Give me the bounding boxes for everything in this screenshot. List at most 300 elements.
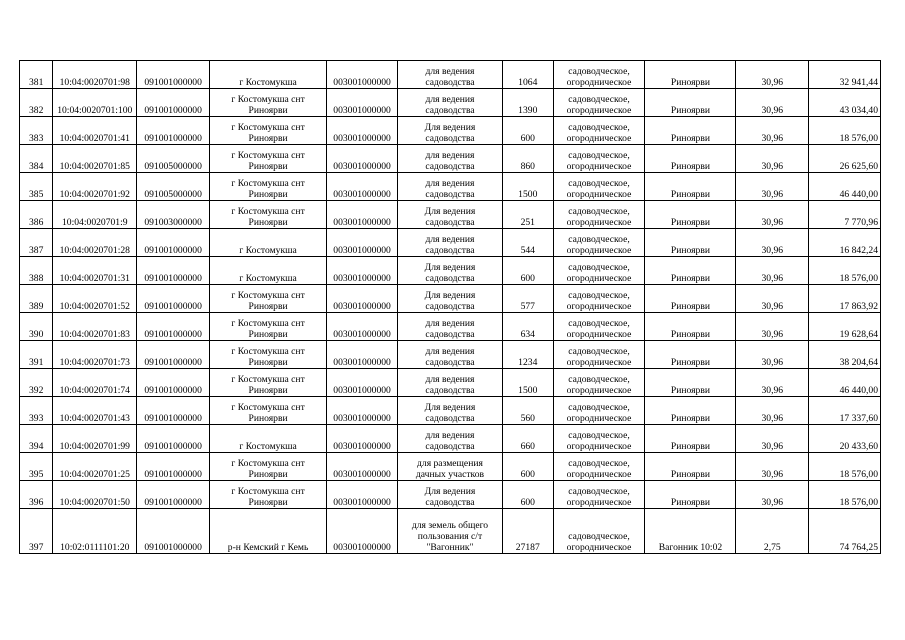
cadastral-number: 10:04:0020701:9	[53, 201, 137, 229]
table-row	[20, 425, 881, 453]
table-row	[20, 369, 881, 397]
address	[209, 397, 326, 425]
land-category-line: садоводческое,	[568, 530, 630, 542]
row-number: 397	[20, 509, 53, 554]
cadastral-value: 26 625,60	[809, 145, 881, 173]
address	[209, 201, 326, 229]
address-line: г Костомукша	[239, 272, 297, 284]
land-category-line: садоводческое,	[568, 317, 630, 329]
land-category	[553, 425, 645, 453]
address-line: Риноярви	[248, 356, 288, 368]
address-line: г Костомукша снт	[231, 345, 305, 357]
land-category-line: садоводческое,	[568, 429, 630, 441]
land-category-line: садоводческое,	[568, 205, 630, 217]
row-number: 388	[20, 257, 53, 285]
address-line: Риноярви	[248, 160, 288, 172]
address	[209, 173, 326, 201]
address-line: Риноярви	[248, 412, 288, 424]
permitted-use-line: для ведения	[425, 429, 475, 441]
address-line: р-н Кемский г Кемь	[227, 541, 309, 553]
permitted-use-line: садоводства	[425, 160, 475, 172]
permitted-use	[397, 425, 502, 453]
permitted-use	[397, 201, 502, 229]
land-category-line: садоводческое,	[568, 457, 630, 469]
address-line: Риноярви	[248, 328, 288, 340]
land-category-line: огородническое	[566, 216, 632, 228]
area: 600	[503, 453, 554, 481]
zone: Риноярви	[645, 453, 736, 481]
cadastral-value: 32 941,44	[809, 61, 881, 89]
land-category-line: огородническое	[566, 132, 632, 144]
cadastral-number: 10:04:0020701:25	[53, 453, 137, 481]
okato-code: 091001000000	[137, 425, 210, 453]
permitted-use-line: Для ведения	[424, 261, 476, 273]
land-category-line: садоводческое,	[568, 121, 630, 133]
row-number: 385	[20, 173, 53, 201]
okato-code: 091001000000	[137, 509, 210, 554]
specific-rate: 30,96	[736, 61, 809, 89]
area: 577	[503, 285, 554, 313]
cadastral-value: 19 628,64	[809, 313, 881, 341]
permitted-use	[397, 257, 502, 285]
address-line: г Костомукша снт	[231, 373, 305, 385]
row-number: 393	[20, 397, 53, 425]
permitted-use-line: для ведения	[425, 345, 475, 357]
oktmo-code: 003001000000	[327, 397, 398, 425]
permitted-use	[397, 285, 502, 313]
address-line: г Костомукша снт	[231, 205, 305, 217]
address	[209, 285, 326, 313]
oktmo-code: 003001000000	[327, 481, 398, 509]
table-body	[20, 61, 881, 554]
oktmo-code: 003001000000	[327, 257, 398, 285]
zone: Риноярви	[645, 341, 736, 369]
area: 27187	[503, 509, 554, 554]
address-line: г Костомукша снт	[231, 317, 305, 329]
permitted-use-line: для размещения	[417, 457, 483, 469]
land-category-line: огородническое	[566, 300, 632, 312]
cadastral-value-table	[19, 60, 881, 554]
cadastral-value: 18 576,00	[809, 117, 881, 145]
area: 1500	[503, 173, 554, 201]
zone: Риноярви	[645, 117, 736, 145]
permitted-use-line: садоводства	[425, 440, 475, 452]
okato-code: 091001000000	[137, 341, 210, 369]
address	[209, 313, 326, 341]
cadastral-number: 10:04:0020701:52	[53, 285, 137, 313]
okato-code: 091001000000	[137, 117, 210, 145]
cadastral-number: 10:04:0020701:28	[53, 229, 137, 257]
okato-code: 091005000000	[137, 145, 210, 173]
cadastral-number: 10:04:0020701:73	[53, 341, 137, 369]
address-line: г Костомукша снт	[231, 149, 305, 161]
cadastral-value: 74 764,25	[809, 509, 881, 554]
address	[209, 61, 326, 89]
zone: Риноярви	[645, 173, 736, 201]
address-line: Риноярви	[248, 384, 288, 396]
zone: Риноярви	[645, 369, 736, 397]
address-line: г Костомукша	[239, 440, 297, 452]
permitted-use-line: "Вагонник"	[426, 541, 474, 553]
okato-code: 091001000000	[137, 313, 210, 341]
address-line: Риноярви	[248, 496, 288, 508]
okato-code: 091005000000	[137, 173, 210, 201]
table-row	[20, 89, 881, 117]
oktmo-code: 003001000000	[327, 425, 398, 453]
zone: Риноярви	[645, 313, 736, 341]
oktmo-code: 003001000000	[327, 313, 398, 341]
oktmo-code: 003001000000	[327, 145, 398, 173]
permitted-use-line: Для ведения	[424, 205, 476, 217]
specific-rate: 2,75	[736, 509, 809, 554]
land-category-line: огородническое	[566, 188, 632, 200]
permitted-use-line: Для ведения	[424, 485, 476, 497]
row-number: 386	[20, 201, 53, 229]
cadastral-value: 38 204,64	[809, 341, 881, 369]
land-category	[553, 173, 645, 201]
oktmo-code: 003001000000	[327, 201, 398, 229]
cadastral-value: 18 576,00	[809, 257, 881, 285]
address-line: Риноярви	[248, 188, 288, 200]
permitted-use-line: садоводства	[425, 244, 475, 256]
land-category-line: огородническое	[566, 496, 632, 508]
land-category	[553, 229, 645, 257]
land-category-line: огородническое	[566, 440, 632, 452]
table-row	[20, 509, 881, 554]
land-category	[553, 481, 645, 509]
oktmo-code: 003001000000	[327, 229, 398, 257]
specific-rate: 30,96	[736, 369, 809, 397]
permitted-use-line: садоводства	[425, 356, 475, 368]
zone: Риноярви	[645, 425, 736, 453]
oktmo-code: 003001000000	[327, 369, 398, 397]
permitted-use	[397, 481, 502, 509]
permitted-use-line: садоводства	[425, 216, 475, 228]
address-line: Риноярви	[248, 132, 288, 144]
zone: Риноярви	[645, 89, 736, 117]
zone: Риноярви	[645, 61, 736, 89]
address	[209, 369, 326, 397]
land-category-line: огородническое	[566, 104, 632, 116]
cadastral-value: 18 576,00	[809, 453, 881, 481]
land-category-line: садоводческое,	[568, 261, 630, 273]
permitted-use-line: садоводства	[425, 104, 475, 116]
cadastral-number: 10:04:0020701:100	[53, 89, 137, 117]
cadastral-value: 7 770,96	[809, 201, 881, 229]
permitted-use	[397, 145, 502, 173]
address	[209, 341, 326, 369]
row-number: 381	[20, 61, 53, 89]
row-number: 395	[20, 453, 53, 481]
specific-rate: 30,96	[736, 229, 809, 257]
table-row	[20, 61, 881, 89]
oktmo-code: 003001000000	[327, 173, 398, 201]
table-row	[20, 201, 881, 229]
okato-code: 091001000000	[137, 285, 210, 313]
land-category	[553, 61, 645, 89]
specific-rate: 30,96	[736, 257, 809, 285]
permitted-use	[397, 313, 502, 341]
okato-code: 091001000000	[137, 257, 210, 285]
okato-code: 091001000000	[137, 61, 210, 89]
address-line: Риноярви	[248, 216, 288, 228]
row-number: 387	[20, 229, 53, 257]
zone: Риноярви	[645, 481, 736, 509]
permitted-use-line: для ведения	[425, 93, 475, 105]
land-category-line: огородническое	[566, 412, 632, 424]
cadastral-number: 10:04:0020701:43	[53, 397, 137, 425]
permitted-use-line: садоводства	[425, 496, 475, 508]
land-category-line: огородническое	[566, 384, 632, 396]
area: 600	[503, 257, 554, 285]
cadastral-number: 10:04:0020701:83	[53, 313, 137, 341]
permitted-use-line: Для ведения	[424, 289, 476, 301]
land-category	[553, 201, 645, 229]
land-category	[553, 145, 645, 173]
oktmo-code: 003001000000	[327, 453, 398, 481]
row-number: 396	[20, 481, 53, 509]
okato-code: 091001000000	[137, 229, 210, 257]
zone: Риноярви	[645, 285, 736, 313]
table-row	[20, 117, 881, 145]
address-line: г Костомукша снт	[231, 121, 305, 133]
land-category-line: садоводческое,	[568, 345, 630, 357]
row-number: 389	[20, 285, 53, 313]
cadastral-number: 10:04:0020701:50	[53, 481, 137, 509]
land-category-line: огородническое	[566, 244, 632, 256]
permitted-use	[397, 453, 502, 481]
address	[209, 453, 326, 481]
land-category	[553, 257, 645, 285]
permitted-use	[397, 369, 502, 397]
permitted-use-line: Для ведения	[424, 401, 476, 413]
address-line: г Костомукша снт	[231, 485, 305, 497]
specific-rate: 30,96	[736, 173, 809, 201]
area: 1234	[503, 341, 554, 369]
specific-rate: 30,96	[736, 145, 809, 173]
land-category-line: садоводческое,	[568, 289, 630, 301]
address-line: г Костомукша	[239, 76, 297, 88]
land-category-line: огородническое	[566, 468, 632, 480]
permitted-use-line: садоводства	[425, 328, 475, 340]
specific-rate: 30,96	[736, 285, 809, 313]
permitted-use-line: для ведения	[425, 65, 475, 77]
land-category	[553, 117, 645, 145]
table-row	[20, 257, 881, 285]
permitted-use-line: для ведения	[425, 149, 475, 161]
oktmo-code: 003001000000	[327, 117, 398, 145]
permitted-use-line: для ведения	[425, 177, 475, 189]
permitted-use	[397, 117, 502, 145]
area: 600	[503, 481, 554, 509]
specific-rate: 30,96	[736, 201, 809, 229]
okato-code: 091001000000	[137, 397, 210, 425]
oktmo-code: 003001000000	[327, 61, 398, 89]
row-number: 383	[20, 117, 53, 145]
permitted-use	[397, 89, 502, 117]
address-line: г Костомукша снт	[231, 93, 305, 105]
cadastral-number: 10:04:0020701:99	[53, 425, 137, 453]
cadastral-value: 17 863,92	[809, 285, 881, 313]
address	[209, 229, 326, 257]
specific-rate: 30,96	[736, 397, 809, 425]
okato-code: 091001000000	[137, 453, 210, 481]
zone: Риноярви	[645, 397, 736, 425]
permitted-use-line: садоводства	[425, 76, 475, 88]
land-category-line: огородническое	[566, 76, 632, 88]
land-category	[553, 341, 645, 369]
cadastral-number: 10:04:0020701:31	[53, 257, 137, 285]
address-line: г Костомукша	[239, 244, 297, 256]
address-line: г Костомукша снт	[231, 457, 305, 469]
table-row	[20, 453, 881, 481]
permitted-use	[397, 173, 502, 201]
cadastral-value: 18 576,00	[809, 481, 881, 509]
address-line: Риноярви	[248, 468, 288, 480]
land-category-line: огородническое	[566, 160, 632, 172]
specific-rate: 30,96	[736, 425, 809, 453]
cadastral-value: 43 034,40	[809, 89, 881, 117]
table-row	[20, 145, 881, 173]
permitted-use-line: для ведения	[425, 373, 475, 385]
address-line: г Костомукша снт	[231, 289, 305, 301]
land-category-line: садоводческое,	[568, 65, 630, 77]
area: 251	[503, 201, 554, 229]
permitted-use-line: пользования с/т	[417, 530, 483, 542]
land-category-line: садоводческое,	[568, 149, 630, 161]
specific-rate: 30,96	[736, 89, 809, 117]
row-number: 382	[20, 89, 53, 117]
address	[209, 145, 326, 173]
zone: Риноярви	[645, 201, 736, 229]
row-number: 390	[20, 313, 53, 341]
permitted-use-line: садоводства	[425, 412, 475, 424]
oktmo-code: 003001000000	[327, 341, 398, 369]
specific-rate: 30,96	[736, 341, 809, 369]
zone: Риноярви	[645, 145, 736, 173]
area: 544	[503, 229, 554, 257]
land-category-line: огородническое	[566, 272, 632, 284]
address-line: Риноярви	[248, 104, 288, 116]
table-row	[20, 229, 881, 257]
area: 600	[503, 117, 554, 145]
land-category-line: огородническое	[566, 541, 632, 553]
permitted-use-line: садоводства	[425, 300, 475, 312]
table-row	[20, 173, 881, 201]
permitted-use	[397, 509, 502, 554]
cadastral-number: 10:04:0020701:85	[53, 145, 137, 173]
permitted-use-line: для земель общего	[411, 519, 489, 531]
zone: Риноярви	[645, 229, 736, 257]
area: 560	[503, 397, 554, 425]
land-category	[553, 453, 645, 481]
land-category-line: садоводческое,	[568, 373, 630, 385]
land-category	[553, 313, 645, 341]
okato-code: 091001000000	[137, 89, 210, 117]
land-category-line: огородническое	[566, 328, 632, 340]
land-category-line: садоводческое,	[568, 233, 630, 245]
zone: Вагонник 10:02	[645, 509, 736, 554]
cadastral-value: 20 433,60	[809, 425, 881, 453]
land-category	[553, 89, 645, 117]
cadastral-number: 10:04:0020701:74	[53, 369, 137, 397]
address	[209, 425, 326, 453]
okato-code: 091001000000	[137, 369, 210, 397]
specific-rate: 30,96	[736, 313, 809, 341]
permitted-use-line: для ведения	[425, 317, 475, 329]
row-number: 392	[20, 369, 53, 397]
cadastral-value: 17 337,60	[809, 397, 881, 425]
address	[209, 481, 326, 509]
table-row	[20, 313, 881, 341]
row-number: 394	[20, 425, 53, 453]
address	[209, 509, 326, 554]
table-row	[20, 397, 881, 425]
specific-rate: 30,96	[736, 453, 809, 481]
land-category-line: садоводческое,	[568, 485, 630, 497]
area: 660	[503, 425, 554, 453]
permitted-use	[397, 229, 502, 257]
address-line: Риноярви	[248, 300, 288, 312]
permitted-use-line: садоводства	[425, 384, 475, 396]
zone: Риноярви	[645, 257, 736, 285]
permitted-use-line: садоводства	[425, 188, 475, 200]
permitted-use-line: для ведения	[425, 233, 475, 245]
oktmo-code: 003001000000	[327, 285, 398, 313]
land-category-line: огородническое	[566, 356, 632, 368]
cadastral-number: 10:04:0020701:92	[53, 173, 137, 201]
oktmo-code: 003001000000	[327, 89, 398, 117]
land-category	[553, 397, 645, 425]
permitted-use-line: садоводства	[425, 272, 475, 284]
specific-rate: 30,96	[736, 481, 809, 509]
okato-code: 091001000000	[137, 481, 210, 509]
oktmo-code: 003001000000	[327, 509, 398, 554]
row-number: 384	[20, 145, 53, 173]
land-category-line: садоводческое,	[568, 93, 630, 105]
area: 860	[503, 145, 554, 173]
table-row	[20, 341, 881, 369]
permitted-use-line: дачных участков	[415, 468, 485, 480]
cadastral-number: 10:04:0020701:98	[53, 61, 137, 89]
cadastral-value: 16 842,24	[809, 229, 881, 257]
land-category	[553, 369, 645, 397]
table-row	[20, 285, 881, 313]
cadastral-number: 10:04:0020701:41	[53, 117, 137, 145]
okato-code: 091003000000	[137, 201, 210, 229]
area: 634	[503, 313, 554, 341]
address-line: г Костомукша снт	[231, 401, 305, 413]
land-category	[553, 509, 645, 554]
area: 1064	[503, 61, 554, 89]
address	[209, 117, 326, 145]
cadastral-number: 10:02:0111101:20	[53, 509, 137, 554]
land-category-line: садоводческое,	[568, 401, 630, 413]
specific-rate: 30,96	[736, 117, 809, 145]
permitted-use-line: садоводства	[425, 132, 475, 144]
land-category	[553, 285, 645, 313]
address	[209, 89, 326, 117]
permitted-use	[397, 397, 502, 425]
table-row	[20, 481, 881, 509]
permitted-use	[397, 61, 502, 89]
land-category-line: садоводческое,	[568, 177, 630, 189]
permitted-use	[397, 341, 502, 369]
permitted-use-line: Для ведения	[424, 121, 476, 133]
address-line: г Костомукша снт	[231, 177, 305, 189]
area: 1500	[503, 369, 554, 397]
area: 1390	[503, 89, 554, 117]
